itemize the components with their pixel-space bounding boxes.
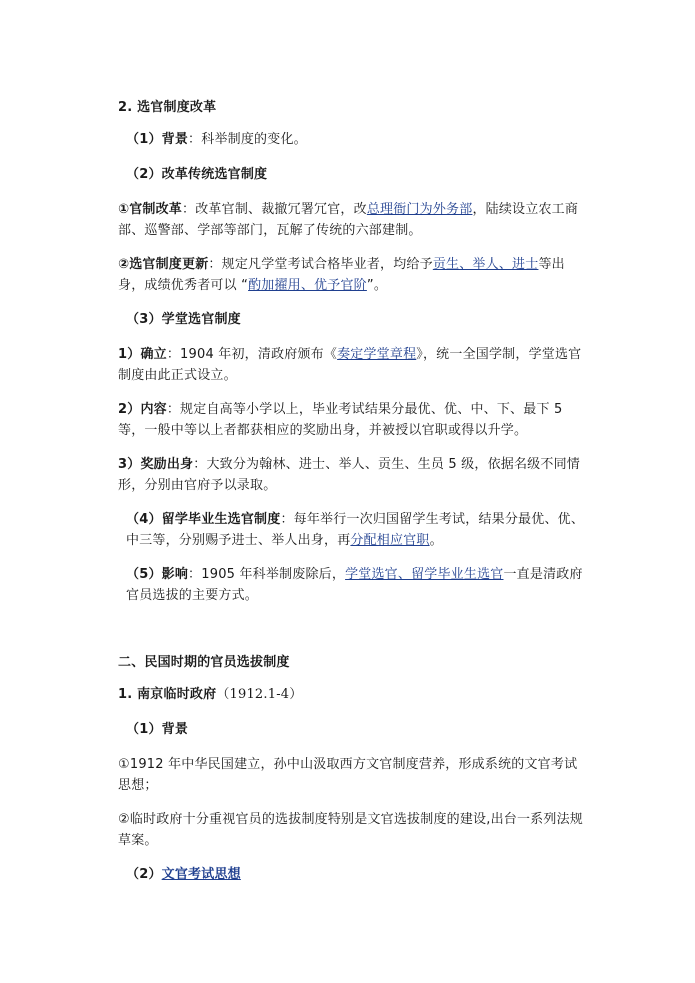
link-selection-methods[interactable]: 学堂选官、留学毕业生选官 bbox=[345, 567, 504, 582]
subsection-title bbox=[118, 684, 302, 705]
paragraph-heading: （3）学堂选官制度 bbox=[126, 312, 241, 327]
paragraph-text: 。 bbox=[429, 533, 443, 548]
paragraph-text: ：每年举行一次归国留学生考试，结果分最优、优、中三等，分别赐予进士、举人出身，再 bbox=[126, 512, 585, 548]
section-title: 2. 选官制度改革 bbox=[118, 100, 217, 115]
paragraph-label: （2） bbox=[126, 867, 162, 882]
paragraph-overseas bbox=[118, 509, 588, 551]
paragraph-text: ”。 bbox=[366, 278, 388, 293]
paragraph-text: ：规定自高等小学以上，毕业考试结果分最优、优、中、下、最下 5 等，一般中等以上者都获相应的奖励出身，并被授以官职或得以升学。 bbox=[118, 402, 563, 438]
paragraph-label: （4）留学毕业生选官制度 bbox=[126, 512, 281, 527]
paragraph-label: 3）奖励出身 bbox=[118, 457, 194, 472]
paragraph-text: 》，统一全国学制，学堂选官制度由此正式设立。 bbox=[118, 347, 582, 383]
paragraph-official-reform bbox=[118, 199, 588, 241]
link-degrees[interactable]: 贡生、举人、进士 bbox=[432, 257, 539, 272]
paragraph-text: ：1904 年初，清政府颁布《 bbox=[166, 347, 338, 362]
paragraph-selection-update bbox=[118, 254, 588, 296]
paragraph-text: ：科举制度的变化。 bbox=[188, 132, 307, 147]
paragraph-reward bbox=[118, 454, 588, 496]
paragraph-founding: ①1912 年中华民国建立，孙中山汲取西方文官制度营养，形成系统的文官考试思想； bbox=[118, 757, 578, 793]
link-promotion[interactable]: 酌加擢用、优予官阶 bbox=[248, 278, 367, 293]
paragraph-text: ，陆续设立农工商部、巡警部、学部等部门，瓦解了传统的六部建制。 bbox=[118, 202, 579, 238]
section-title: 二、民国时期的官员选拔制度 bbox=[118, 655, 290, 670]
paragraph-text: ：大致分为翰林、进士、举人、贡生、生员 5 级，依据名级不同情形，分别由官府予以录取。 bbox=[118, 457, 580, 493]
paragraph-text: ：改革官制、裁撤冗署冗官，改 bbox=[182, 202, 367, 217]
paragraph-label: 1）确立 bbox=[118, 347, 167, 362]
link-exam-thought[interactable]: 文官考试思想 bbox=[161, 867, 241, 882]
subsection-date: （1912.1-4） bbox=[216, 687, 303, 702]
paragraph-heading: （1）背景 bbox=[126, 722, 189, 737]
link-foreign-ministry[interactable]: 总理衙门为外务部 bbox=[366, 202, 473, 217]
paragraph-text: ：规定凡学堂考试合格毕业者，均给予 bbox=[208, 257, 433, 272]
paragraph-label: ①官制改革 bbox=[118, 202, 183, 217]
paragraph-text: 等出身，成绩优秀者可以 “ bbox=[118, 257, 565, 293]
paragraph-label: （1）背景 bbox=[126, 132, 189, 147]
paragraph-background bbox=[118, 129, 596, 150]
paragraph-label: ②选官制度更新 bbox=[118, 257, 209, 272]
paragraph-label: 2）内容 bbox=[118, 402, 167, 417]
link-assign-post[interactable]: 分配相应官职 bbox=[350, 533, 430, 548]
paragraph-heading: （2）改革传统选官制度 bbox=[126, 167, 268, 182]
paragraph-label: （5）影响 bbox=[126, 567, 189, 582]
paragraph-legislation: ②临时政府十分重视官员的选拔制度特别是文官选拔制度的建设,出台一系列法规草案。 bbox=[118, 812, 583, 848]
paragraph-impact bbox=[118, 564, 588, 606]
paragraph-text: 一直是清政府官员选拔的主要方式。 bbox=[126, 567, 583, 603]
link-school-regulations[interactable]: 奏定学堂章程 bbox=[337, 347, 417, 362]
paragraph-content bbox=[118, 399, 588, 441]
paragraph-establish bbox=[118, 344, 588, 386]
subsection-label: 1. 南京临时政府 bbox=[118, 687, 217, 702]
paragraph-exam-thought bbox=[118, 864, 241, 885]
paragraph-text: ：1905 年科举制废除后， bbox=[188, 567, 346, 582]
